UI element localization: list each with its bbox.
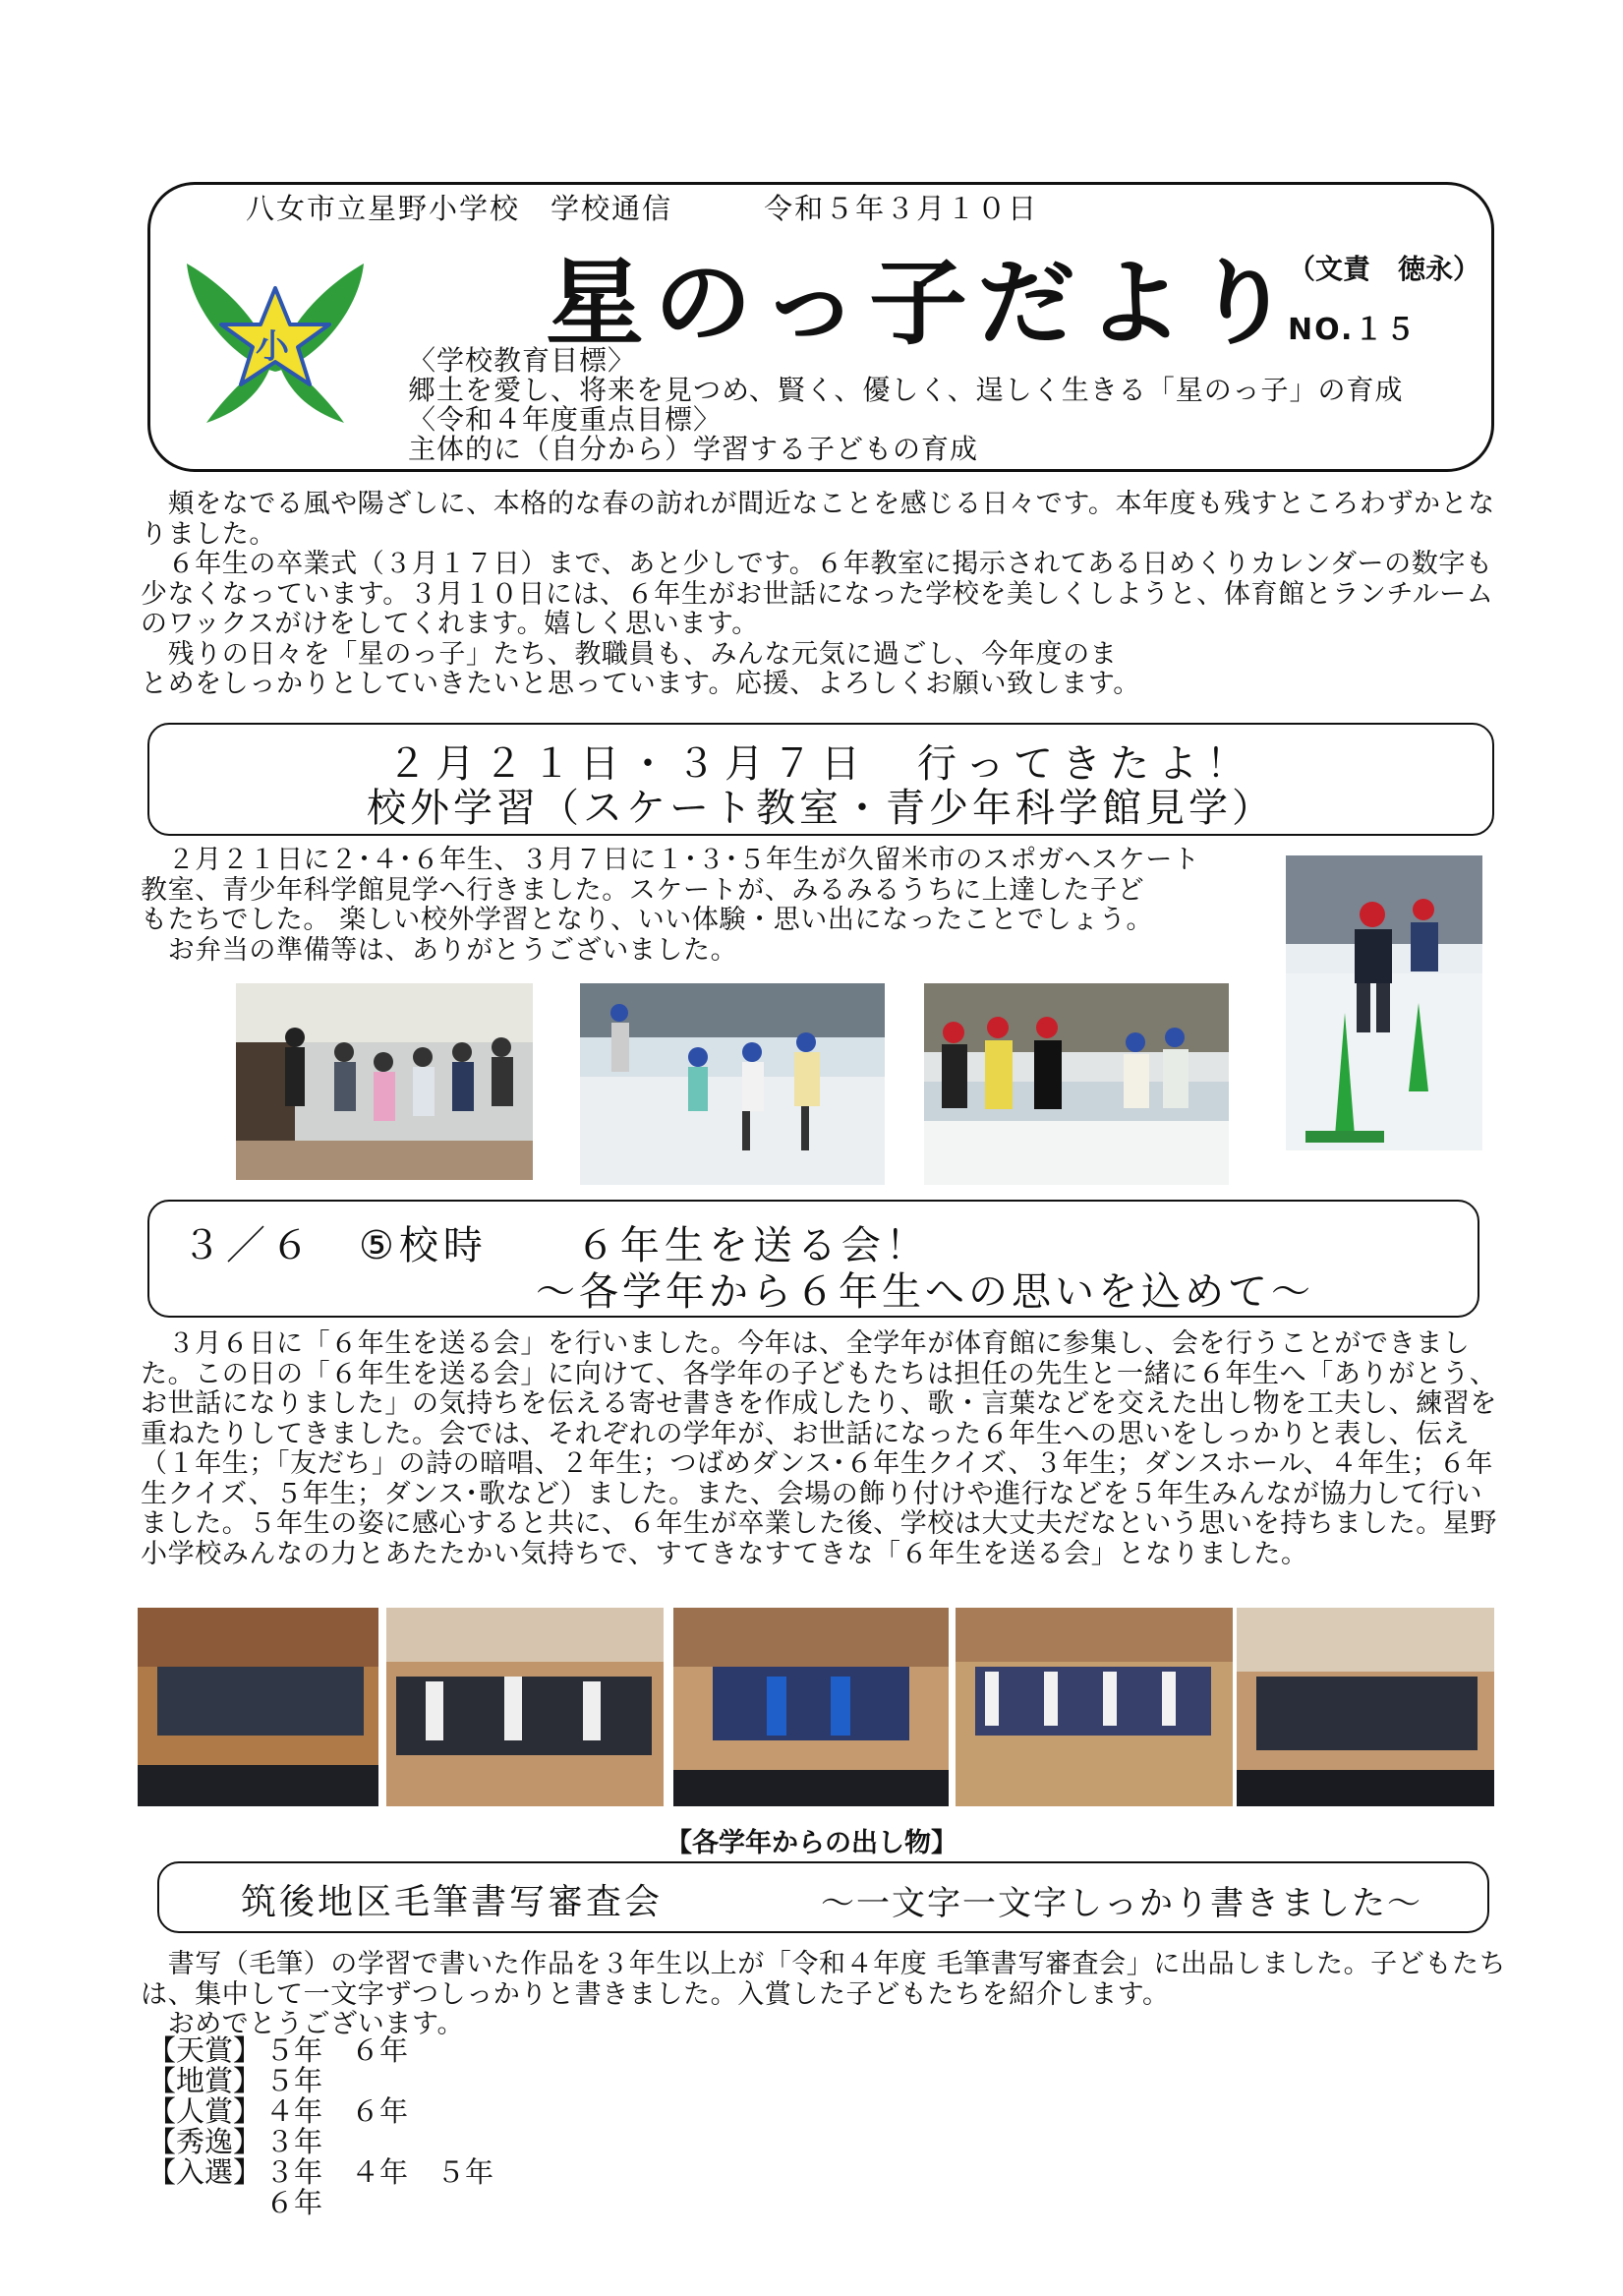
award-row (147, 2090, 493, 2128)
section-farewell-title-line1: ３／６ ⑤校時 ６年生を送る会！ (182, 1223, 930, 1268)
header-info-line (246, 187, 1038, 227)
award-label: 【入選】 (147, 2155, 262, 2189)
award-value: ３年 ４年 ５年 (265, 2155, 494, 2189)
farewell-photo-3 (673, 1608, 949, 1806)
author-credit: （文責 徳永） (1288, 253, 1481, 285)
award-row (147, 2029, 493, 2067)
issue-number: NO.１５ (1288, 313, 1418, 347)
school-goal-heading: 〈学校教育目標〉 (408, 344, 637, 377)
focus-goal-text: 主体的に（自分から）学習する子どもの育成 (408, 433, 979, 465)
award-row (147, 2120, 493, 2158)
skating-photo-cones (1286, 855, 1482, 1150)
section-skating-text: ２月２１日に２･４･６年生、３月７日に１･３･５年生が久留米市のスポガへスケート 教室、青少年科学館見学へ行きました。スケートが、みるみるうちに上達した子ど もたちでした。 楽しい校外学習となり、いい体験・思い出になったことでしょう。 お弁当の準備等は、ありがとうございました。 (141, 845, 1200, 966)
awards-list (147, 2029, 494, 2219)
focus-goal-heading: 〈令和４年度重点目標〉 (408, 403, 723, 436)
award-value: ３年 (265, 2125, 323, 2158)
award-value: ４年 ６年 (265, 2094, 409, 2128)
school-logo (182, 254, 369, 426)
award-row (147, 2150, 494, 2189)
section-calligraphy-title: 筑後地区毛筆書写審査会 (241, 1882, 664, 1922)
section-farewell-text: ３月６日に「６年生を送る会」を行いました。今年は、全学年が体育館に参集し、会を行うことができました。この日の「６年生を送る会」に向けて、各学年の子どもたちは担任の先生と一緒に６年生へ「ありがとう、お世話になりました」の気持ちを伝える寄せ書きを作成したり、歌・言葉などを交えた出し物を工夫し、練習を重ねたりしてきました。会では、それぞれの学年が、お世話になった６年生への思いをしっかりと表し、伝え（１年生；「友だち」の詩の暗唱、２年生；つばめダンス･６年生クイズ、３年生；ダンスホール、４年生；６年生クイズ、５年生；ダンス･歌など）ました。また、会場の飾り付けや進行などを５年生みんなが協力して行いました。５年生の姿に感心すると共に、６年生が卒業した後、学校は大丈夫だなという思いを持ちました。星野小学校みんなの力とあたたかい気持ちで、すてきなすてきな「６年生を送る会」となりました。 (141, 1328, 1497, 1569)
section-calligraphy-subtitle: ～一文字一文字しっかり書きました～ (821, 1884, 1422, 1923)
farewell-photo-4 (956, 1608, 1233, 1806)
section-skating-title-line1: ２月２１日・３月７日 行ってきたよ！ (387, 741, 1254, 787)
award-label: 【秀逸】 (147, 2125, 262, 2158)
section-farewell-title-line2: ～各学年から６年生への思いを込めて～ (536, 1269, 1314, 1315)
skating-photo-rink-wall (924, 983, 1229, 1185)
award-value: ５年 (265, 2064, 323, 2097)
issue-date: 令和５年３月１０日 (764, 192, 1039, 225)
skating-photo-group (580, 983, 885, 1185)
award-label: 【天賞】 (147, 2033, 262, 2067)
photo-caption: 【各学年からの出し物】 (666, 1828, 957, 1858)
logo-character: 小 (256, 327, 289, 367)
section-skating-title-line2: 校外学習（スケート教室・青少年科学館見学） (367, 786, 1275, 831)
newsletter-title: 星のっ子だより (546, 247, 1302, 358)
award-value: ５年 ６年 (265, 2033, 409, 2067)
award-label: 【人賞】 (147, 2094, 262, 2128)
farewell-photo-1 (138, 1608, 378, 1806)
intro-paragraph: 頬をなでる風や陽ざしに、本格的な春の訪れが間近なことを感じる日々です。本年度も残すところわずかとなりました。 ６年生の卒業式（３月１７日）まで、あと少しです。６年教室に掲示されてある日めくりカレンダーの数字も少なくなっています。３月１０日には、６年生がお世話になった学校を美しくしようと、体育館とランチルームのワックスがけをしてくれます。嬉しく思います。 残りの日々を「星のっ子」たち、教職員も、みんな元気に過ごし、今年度のま とめをしっかりとしていきたいと思っています。応援、よろしくお願い致します。 (141, 489, 1495, 699)
section-calligraphy-text: 書写（毛筆）の学習で書いた作品を３年生以上が「令和４年度 毛筆書写審査会」に出品しました。子どもたちは、集中して一文字ずつしっかりと書きました。入賞した子どもたちを紹介します。 おめでとうございます。 (141, 1949, 1507, 2039)
farewell-photo-5 (1237, 1608, 1494, 1806)
school-name: 八女市立星野小学校 (246, 192, 521, 225)
publication-type: 学校通信 (551, 192, 673, 225)
award-row (147, 2059, 493, 2097)
farewell-photo-2 (386, 1608, 664, 1806)
award-value: ６年 (265, 2186, 323, 2219)
science-museum-photo (236, 983, 533, 1180)
school-goal-text: 郷土を愛し、将来を見つめ、賢く、優しく、逞しく生きる「星のっ子」の育成 (408, 374, 1404, 406)
award-label: 【地賞】 (147, 2064, 262, 2097)
